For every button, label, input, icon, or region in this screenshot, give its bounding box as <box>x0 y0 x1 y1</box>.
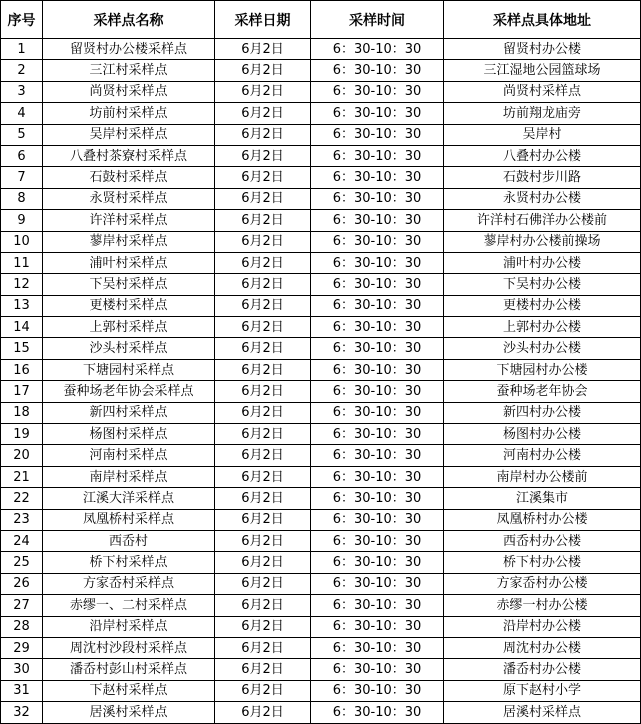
cell-address: 许洋村石佛洋办公楼前 <box>444 210 641 231</box>
cell-site-name: 留贤村办公楼采样点 <box>43 39 215 60</box>
cell-date: 6月2日 <box>215 317 311 338</box>
cell-time: 6：30-10：30 <box>311 359 444 380</box>
cell-site-name: 蓼岸村采样点 <box>43 231 215 252</box>
cell-index: 8 <box>1 188 43 209</box>
cell-address: 浦叶村办公楼 <box>444 252 641 273</box>
cell-address: 潘岙村办公楼 <box>444 659 641 680</box>
cell-date: 6月2日 <box>215 210 311 231</box>
header-site-name: 采样点名称 <box>43 1 215 39</box>
cell-site-name: 坊前村采样点 <box>43 103 215 124</box>
cell-date: 6月2日 <box>215 509 311 530</box>
cell-date: 6月2日 <box>215 445 311 466</box>
table-row <box>1 210 641 231</box>
table-row <box>1 702 641 723</box>
cell-site-name: 杨图村采样点 <box>43 424 215 445</box>
table-row <box>1 103 641 124</box>
cell-address: 沙头村办公楼 <box>444 338 641 359</box>
cell-address: 上郭村办公楼 <box>444 317 641 338</box>
header-index: 序号 <box>1 1 43 39</box>
table-row <box>1 81 641 102</box>
cell-time: 6：30-10：30 <box>311 103 444 124</box>
cell-index: 20 <box>1 445 43 466</box>
cell-index: 11 <box>1 252 43 273</box>
cell-time: 6：30-10：30 <box>311 509 444 530</box>
cell-address: 居溪村采样点 <box>444 702 641 723</box>
cell-time: 6：30-10：30 <box>311 81 444 102</box>
cell-time: 6：30-10：30 <box>311 488 444 509</box>
cell-index: 16 <box>1 359 43 380</box>
cell-site-name: 居溪村采样点 <box>43 702 215 723</box>
table-row <box>1 188 641 209</box>
table-body <box>1 39 641 724</box>
cell-address: 三江湿地公园篮球场 <box>444 60 641 81</box>
table-row <box>1 231 641 252</box>
cell-time: 6：30-10：30 <box>311 252 444 273</box>
table-row <box>1 338 641 359</box>
cell-site-name: 八叠村茶寮村采样点 <box>43 145 215 166</box>
cell-date: 6月2日 <box>215 680 311 701</box>
table-row <box>1 145 641 166</box>
cell-address: 周沈村办公楼 <box>444 637 641 658</box>
cell-site-name: 周沈村沙段村采样点 <box>43 637 215 658</box>
cell-date: 6月2日 <box>215 167 311 188</box>
cell-date: 6月2日 <box>215 274 311 295</box>
cell-time: 6：30-10：30 <box>311 274 444 295</box>
cell-index: 10 <box>1 231 43 252</box>
cell-time: 6：30-10：30 <box>311 659 444 680</box>
cell-time: 6：30-10：30 <box>311 530 444 551</box>
table-row <box>1 552 641 573</box>
cell-time: 6：30-10：30 <box>311 680 444 701</box>
cell-site-name: 蚕种场老年协会采样点 <box>43 381 215 402</box>
cell-site-name: 许洋村采样点 <box>43 210 215 231</box>
cell-address: 下吴村办公楼 <box>444 274 641 295</box>
cell-address: 留贤村办公楼 <box>444 39 641 60</box>
table-row <box>1 424 641 445</box>
cell-date: 6月2日 <box>215 488 311 509</box>
cell-date: 6月2日 <box>215 381 311 402</box>
cell-date: 6月2日 <box>215 702 311 723</box>
table-row <box>1 637 641 658</box>
cell-site-name: 沙头村采样点 <box>43 338 215 359</box>
cell-site-name: 方家岙村采样点 <box>43 573 215 594</box>
cell-time: 6：30-10：30 <box>311 424 444 445</box>
cell-site-name: 新四村采样点 <box>43 402 215 423</box>
cell-address: 河南村办公楼 <box>444 445 641 466</box>
cell-index: 3 <box>1 81 43 102</box>
cell-site-name: 沿岸村采样点 <box>43 616 215 637</box>
cell-time: 6：30-10：30 <box>311 338 444 359</box>
cell-index: 31 <box>1 680 43 701</box>
cell-time: 6：30-10：30 <box>311 445 444 466</box>
cell-index: 25 <box>1 552 43 573</box>
cell-date: 6月2日 <box>215 124 311 145</box>
cell-date: 6月2日 <box>215 145 311 166</box>
cell-date: 6月2日 <box>215 424 311 445</box>
cell-address: 桥下村办公楼 <box>444 552 641 573</box>
cell-time: 6：30-10：30 <box>311 552 444 573</box>
cell-site-name: 石鼓村采样点 <box>43 167 215 188</box>
cell-address: 尚贤村采样点 <box>444 81 641 102</box>
table-row <box>1 39 641 60</box>
cell-site-name: 更楼村采样点 <box>43 295 215 316</box>
cell-date: 6月2日 <box>215 231 311 252</box>
cell-time: 6：30-10：30 <box>311 231 444 252</box>
cell-index: 22 <box>1 488 43 509</box>
cell-site-name: 潘岙村彭山村采样点 <box>43 659 215 680</box>
table-row <box>1 359 641 380</box>
cell-date: 6月2日 <box>215 252 311 273</box>
cell-time: 6：30-10：30 <box>311 124 444 145</box>
cell-address: 赤缪一村办公楼 <box>444 595 641 616</box>
cell-address: 更楼村办公楼 <box>444 295 641 316</box>
cell-site-name: 浦叶村采样点 <box>43 252 215 273</box>
cell-site-name: 三江村采样点 <box>43 60 215 81</box>
table-row <box>1 252 641 273</box>
table-row <box>1 680 641 701</box>
cell-index: 32 <box>1 702 43 723</box>
cell-date: 6月2日 <box>215 338 311 359</box>
cell-index: 26 <box>1 573 43 594</box>
cell-site-name: 吴岸村采样点 <box>43 124 215 145</box>
cell-time: 6：30-10：30 <box>311 167 444 188</box>
table-row <box>1 530 641 551</box>
cell-index: 1 <box>1 39 43 60</box>
cell-address: 江溪集市 <box>444 488 641 509</box>
cell-address: 南岸村办公楼前 <box>444 466 641 487</box>
table-row <box>1 402 641 423</box>
table-row <box>1 659 641 680</box>
cell-date: 6月2日 <box>215 188 311 209</box>
cell-index: 6 <box>1 145 43 166</box>
table-row <box>1 445 641 466</box>
cell-time: 6：30-10：30 <box>311 595 444 616</box>
cell-date: 6月2日 <box>215 295 311 316</box>
cell-site-name: 尚贤村采样点 <box>43 81 215 102</box>
cell-time: 6：30-10：30 <box>311 317 444 338</box>
cell-time: 6：30-10：30 <box>311 210 444 231</box>
cell-address: 永贤村办公楼 <box>444 188 641 209</box>
cell-index: 12 <box>1 274 43 295</box>
header-time: 采样时间 <box>311 1 444 39</box>
cell-site-name: 河南村采样点 <box>43 445 215 466</box>
cell-address: 方家岙村办公楼 <box>444 573 641 594</box>
cell-index: 14 <box>1 317 43 338</box>
cell-index: 13 <box>1 295 43 316</box>
table-header <box>1 1 641 39</box>
cell-address: 新四村办公楼 <box>444 402 641 423</box>
table-row <box>1 595 641 616</box>
cell-date: 6月2日 <box>215 402 311 423</box>
cell-site-name: 凤凰桥村采样点 <box>43 509 215 530</box>
cell-time: 6：30-10：30 <box>311 573 444 594</box>
table-row <box>1 488 641 509</box>
cell-site-name: 西岙村 <box>43 530 215 551</box>
cell-time: 6：30-10：30 <box>311 39 444 60</box>
cell-index: 23 <box>1 509 43 530</box>
cell-address: 八叠村办公楼 <box>444 145 641 166</box>
cell-site-name: 永贤村采样点 <box>43 188 215 209</box>
cell-date: 6月2日 <box>215 659 311 680</box>
cell-index: 9 <box>1 210 43 231</box>
cell-time: 6：30-10：30 <box>311 466 444 487</box>
cell-index: 30 <box>1 659 43 680</box>
cell-site-name: 桥下村采样点 <box>43 552 215 573</box>
cell-address: 蓼岸村办公楼前操场 <box>444 231 641 252</box>
cell-index: 4 <box>1 103 43 124</box>
cell-address: 坊前翔龙庙旁 <box>444 103 641 124</box>
cell-address: 沿岸村办公楼 <box>444 616 641 637</box>
cell-address: 蚕种场老年协会 <box>444 381 641 402</box>
cell-index: 2 <box>1 60 43 81</box>
table-row <box>1 466 641 487</box>
header-date: 采样日期 <box>215 1 311 39</box>
cell-address: 下塘园村办公楼 <box>444 359 641 380</box>
cell-index: 5 <box>1 124 43 145</box>
cell-time: 6：30-10：30 <box>311 188 444 209</box>
cell-index: 19 <box>1 424 43 445</box>
cell-address: 原下赵村小学 <box>444 680 641 701</box>
table-row <box>1 317 641 338</box>
cell-site-name: 下赵村采样点 <box>43 680 215 701</box>
header-row <box>1 1 641 39</box>
cell-time: 6：30-10：30 <box>311 381 444 402</box>
cell-date: 6月2日 <box>215 637 311 658</box>
table-row <box>1 124 641 145</box>
cell-index: 17 <box>1 381 43 402</box>
table-row <box>1 509 641 530</box>
cell-address: 吴岸村 <box>444 124 641 145</box>
cell-address: 凤凰桥村办公楼 <box>444 509 641 530</box>
table-row <box>1 573 641 594</box>
table-row <box>1 295 641 316</box>
cell-index: 15 <box>1 338 43 359</box>
cell-site-name: 下吴村采样点 <box>43 274 215 295</box>
cell-date: 6月2日 <box>215 573 311 594</box>
cell-date: 6月2日 <box>215 552 311 573</box>
cell-time: 6：30-10：30 <box>311 145 444 166</box>
cell-index: 28 <box>1 616 43 637</box>
cell-time: 6：30-10：30 <box>311 702 444 723</box>
cell-date: 6月2日 <box>215 466 311 487</box>
header-address: 采样点具体地址 <box>444 1 641 39</box>
cell-time: 6：30-10：30 <box>311 616 444 637</box>
cell-time: 6：30-10：30 <box>311 295 444 316</box>
cell-site-name: 下塘园村采样点 <box>43 359 215 380</box>
cell-site-name: 赤缪一、二村采样点 <box>43 595 215 616</box>
cell-time: 6：30-10：30 <box>311 402 444 423</box>
cell-date: 6月2日 <box>215 103 311 124</box>
table-row <box>1 167 641 188</box>
table-row <box>1 381 641 402</box>
cell-date: 6月2日 <box>215 81 311 102</box>
cell-time: 6：30-10：30 <box>311 637 444 658</box>
cell-index: 21 <box>1 466 43 487</box>
cell-index: 29 <box>1 637 43 658</box>
cell-site-name: 上郭村采样点 <box>43 317 215 338</box>
cell-date: 6月2日 <box>215 359 311 380</box>
cell-index: 27 <box>1 595 43 616</box>
cell-date: 6月2日 <box>215 595 311 616</box>
cell-date: 6月2日 <box>215 60 311 81</box>
cell-date: 6月2日 <box>215 39 311 60</box>
table-row <box>1 616 641 637</box>
cell-index: 18 <box>1 402 43 423</box>
cell-date: 6月2日 <box>215 616 311 637</box>
cell-time: 6：30-10：30 <box>311 60 444 81</box>
cell-index: 24 <box>1 530 43 551</box>
cell-site-name: 南岸村采样点 <box>43 466 215 487</box>
cell-address: 西岙村办公楼 <box>444 530 641 551</box>
cell-address: 杨图村办公楼 <box>444 424 641 445</box>
table-row <box>1 60 641 81</box>
cell-address: 石鼓村步川路 <box>444 167 641 188</box>
cell-index: 7 <box>1 167 43 188</box>
table-row <box>1 274 641 295</box>
cell-site-name: 江溪大洋采样点 <box>43 488 215 509</box>
cell-date: 6月2日 <box>215 530 311 551</box>
